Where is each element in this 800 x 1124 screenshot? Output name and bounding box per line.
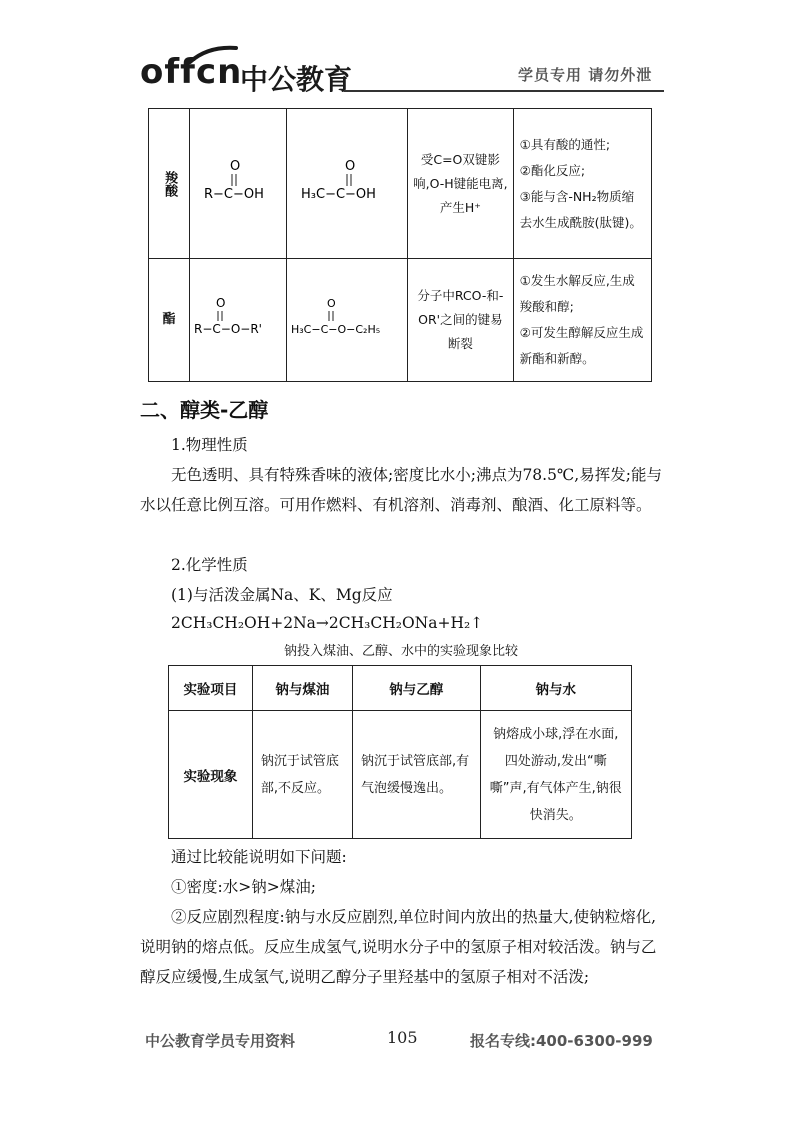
compound-name: 羧酸 [149,109,190,259]
chemical-properties: ①具有酸的通性; ②酯化反应; ③能与含-NH₂物质缩去水生成酰胺(肽键)。 [513,109,651,259]
functional-group-table [148,108,652,382]
general-formula [190,259,287,382]
physical-properties-text: 无色透明、具有特殊香味的液体;密度比水小;沸点为78.5℃,易挥发;能与水以任意比例互溶。可用作燃料、有机溶剂、消毒剂、酿酒、化工原料等。 [140,466,662,514]
column-header: 实验项目 [169,666,253,711]
ester-general-structure [190,283,286,353]
column-header: 钠与煤油 [252,666,352,711]
footer-left: 中公教育学员专用资料 [145,1032,296,1050]
table-row [149,109,652,259]
conclusion-point-2: ②反应剧烈程度:钠与水反应剧烈,单位时间内放出的热量大,使钠粒熔化,说明钠的熔点低。反应生成氢气,说明水分子中的氢原子相对较活泼。钠与乙醇反应缓慢,生成氢气,说明乙醇分子里羟基中的氢原子相对不活泼; [140,908,657,986]
header-divider [344,90,664,92]
svg-text:O: O [230,158,241,174]
svg-text:R−C−O−R': R−C−O−R' [194,322,263,336]
table-caption: 钠投入煤油、乙醇、水中的实验现象比较 [283,644,518,659]
conclusion-point-1: ①密度:水>钠>煤油; [171,878,316,896]
svg-text:O: O [345,158,356,174]
footer-hotline: 报名专线:400-6300-999 [470,1032,653,1050]
table-cell: 钠沉于试管底部,不反应。 [252,711,352,839]
header-note: 学员专用 请勿外泄 [518,66,653,84]
example-formula [287,259,408,382]
heading-chemical: 2.化学性质 [171,556,248,574]
table-row [149,259,652,382]
column-header: 钠与水 [480,666,631,711]
conclusion-intro: 通过比较能说明如下问题: [171,848,347,866]
row-label: 实验现象 [169,711,253,839]
table-header-row [169,666,632,711]
svg-text:H₃C−C−OH: H₃C−C−OH [301,186,377,202]
section-title: 二、醇类-乙醇 [140,398,269,422]
page-number: 105 [387,1028,418,1047]
logo-swoosh-icon [188,44,238,64]
example-formula [287,109,408,259]
structure-feature: 分子中RCO-和-OR'之间的键易断裂 [408,259,513,382]
svg-text:R−C−OH: R−C−OH [204,186,265,202]
table-cell: 钠沉于试管底部,有气泡缓慢逸出。 [352,711,480,839]
acetic-acid-structure [287,142,407,222]
svg-text:O: O [216,296,226,310]
compound-name: 酯 [149,259,190,382]
svg-text:O: O [327,297,336,310]
general-formula [190,109,287,259]
column-header: 钠与乙醇 [352,666,480,711]
table-cell: 钠熔成小球,浮在水面,四处游动,发出“嘶嘶”声,有气体产生,钠很快消失。 [480,711,631,839]
reaction-equation: 2CH₃CH₂OH+2Na→2CH₃CH₂ONa+H₂↑ [171,614,484,632]
carboxylic-acid-general-structure [190,142,286,222]
subheading-reaction: (1)与活泼金属Na、K、Mg反应 [171,586,393,604]
logo-chinese-text: 中公教育 [240,63,353,96]
ethyl-acetate-structure [287,283,407,353]
sodium-experiment-table [168,665,632,839]
svg-text:H₃C−C−O−C₂H₅: H₃C−C−O−C₂H₅ [291,323,381,336]
chemical-properties: ①发生水解反应,生成羧酸和醇; ②可发生醇解反应生成新酯和新醇。 [513,259,651,382]
table-row [169,711,632,839]
heading-physical: 1.物理性质 [171,436,248,454]
logo-latin-text: offcn [140,52,243,92]
structure-feature: 受C=O双键影响,O-H键能电离,产生H⁺ [408,109,513,259]
